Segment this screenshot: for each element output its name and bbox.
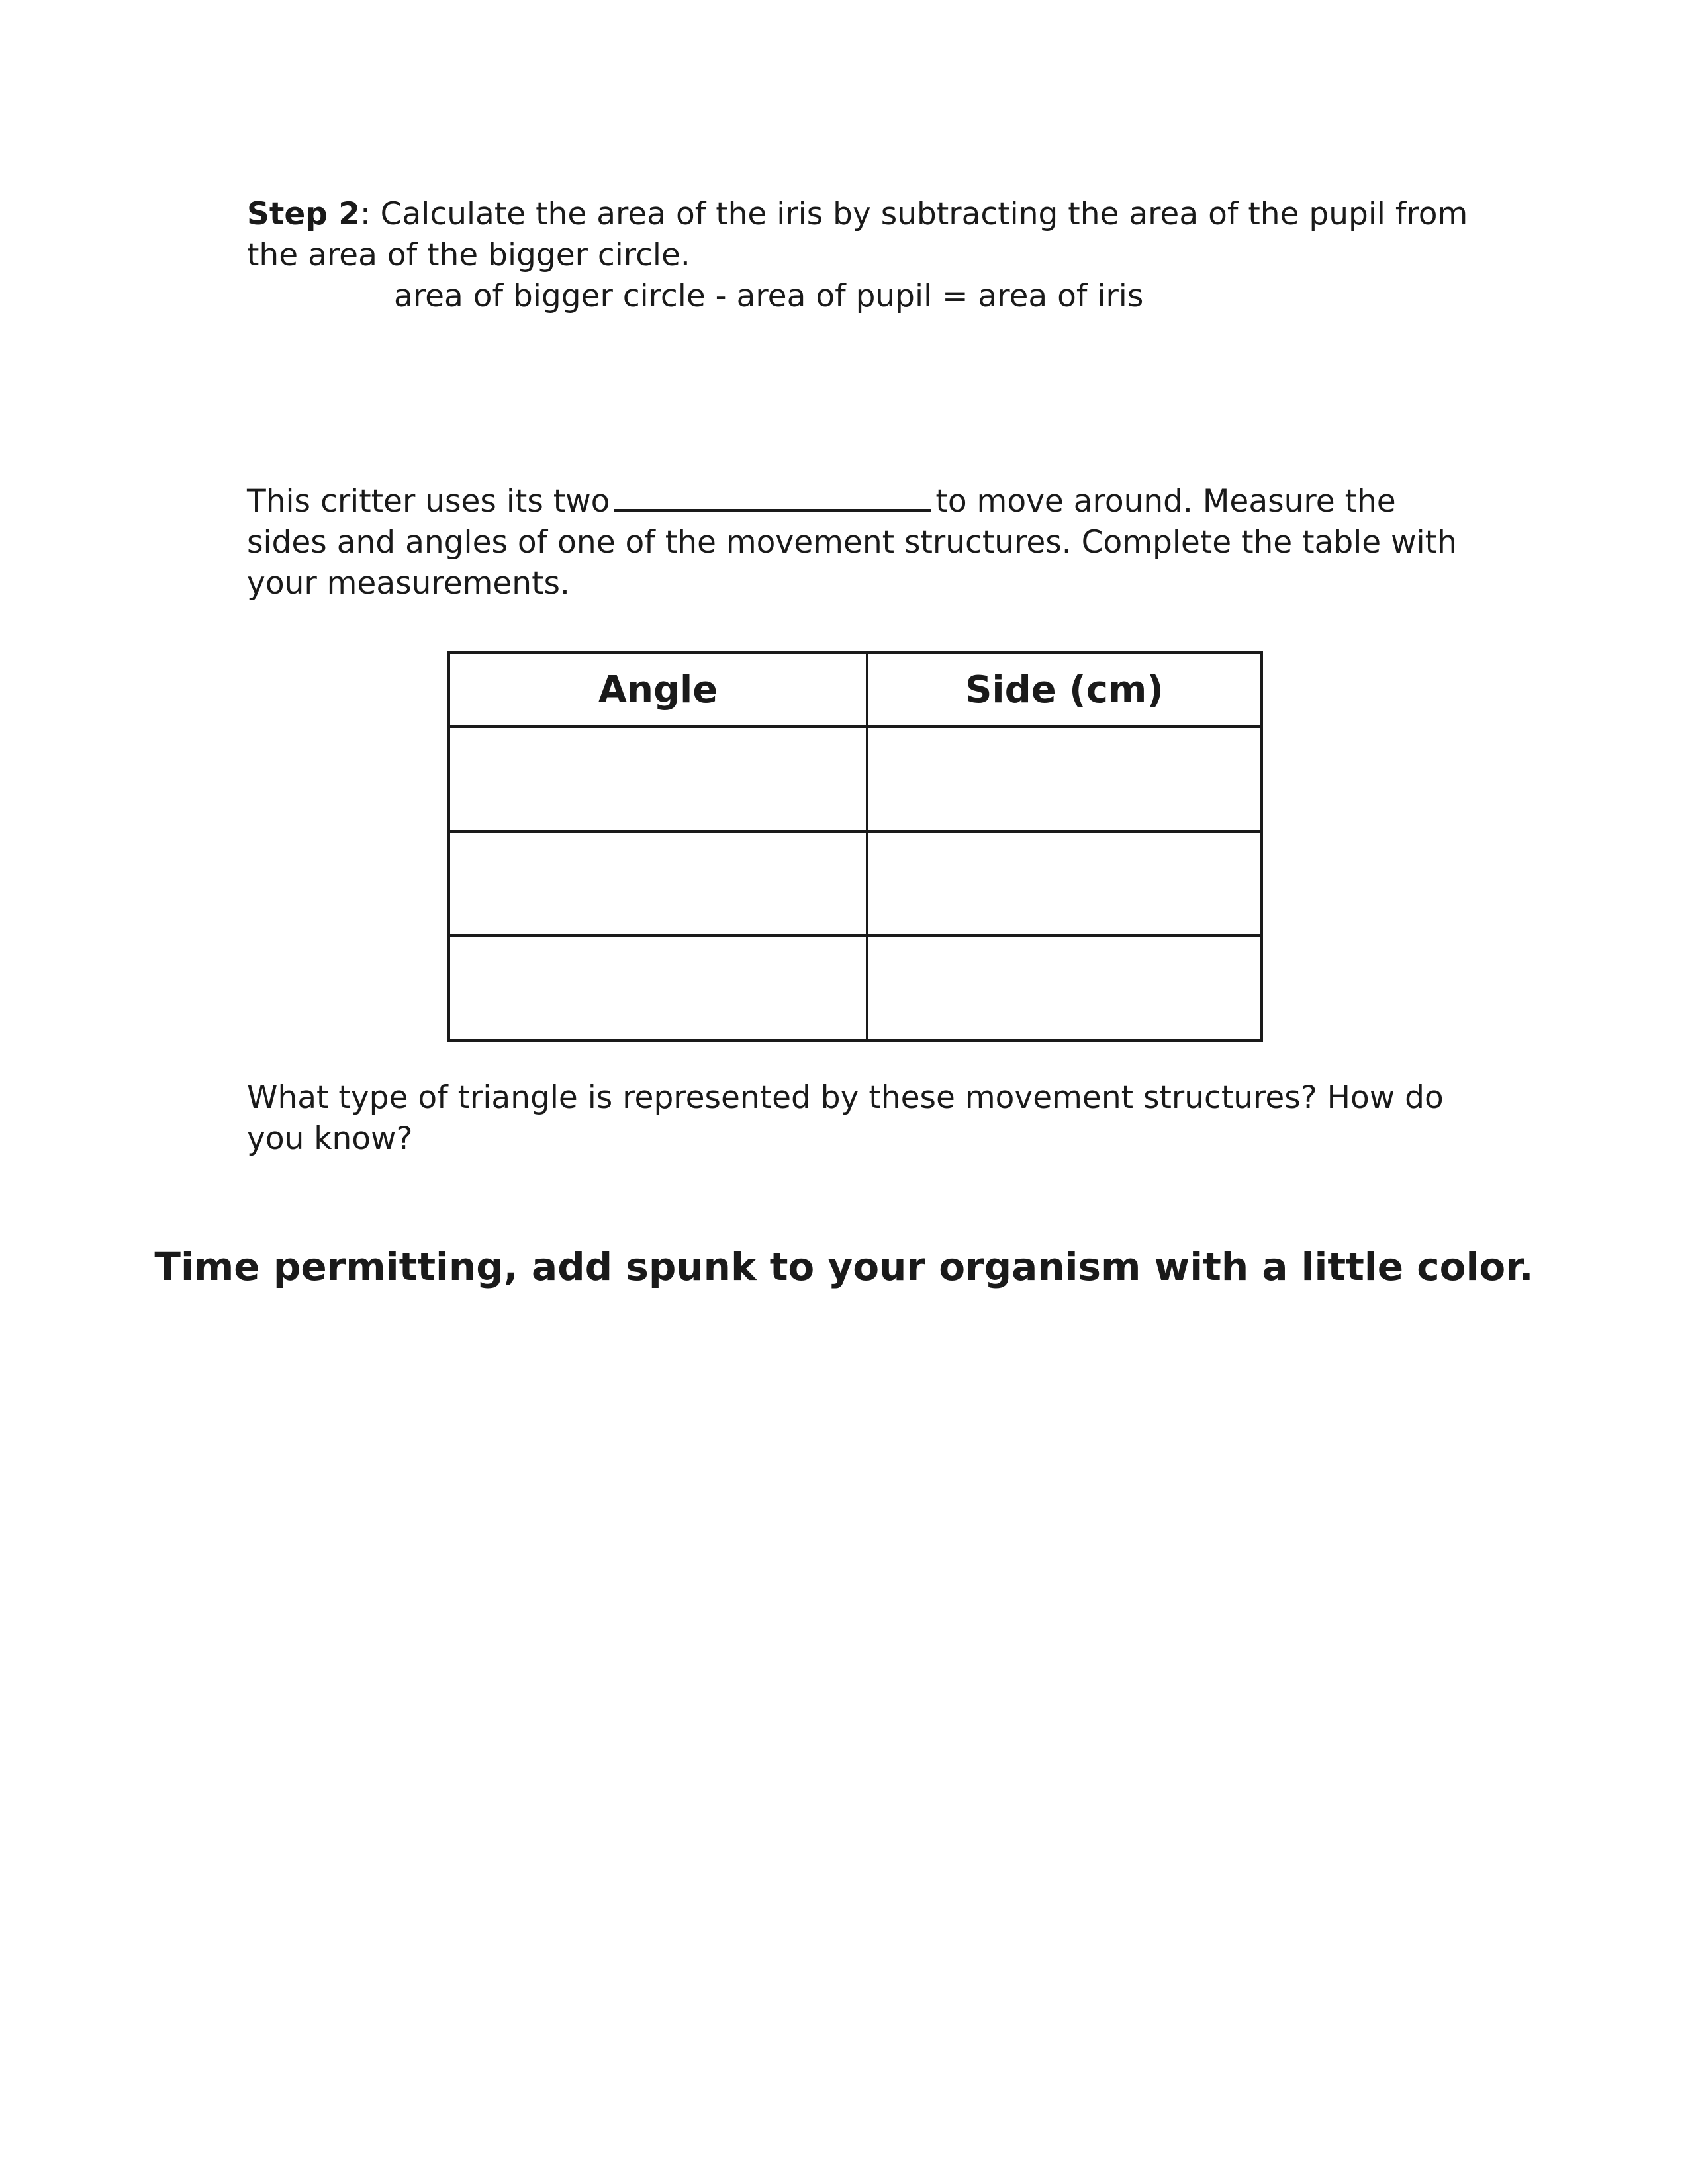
table-row (449, 936, 1262, 1040)
table-row (449, 831, 1262, 936)
critter-text-before: This critter uses its two (247, 483, 610, 520)
closing-instruction: Time permitting, add spunk to your organism with a little color. (154, 1244, 1534, 1289)
critter-line2: sides and angles of one of the movement structures. Complete the table with (247, 524, 1457, 561)
table-row (449, 727, 1262, 831)
critter-line1 (247, 481, 1396, 522)
table-header-row (449, 653, 1262, 727)
header-angle: Angle (449, 653, 867, 727)
side-cell[interactable] (867, 936, 1262, 1040)
angle-cell[interactable] (449, 831, 867, 936)
step2-label: Step 2 (247, 196, 360, 232)
iris-formula: area of bigger circle - area of pupil = area of iris (394, 278, 1144, 314)
critter-line3: your measurements. (247, 565, 570, 602)
question-line2: you know? (247, 1120, 413, 1157)
step2-line1 (247, 194, 1468, 235)
movement-structure-blank[interactable] (614, 482, 931, 512)
critter-text-after: to move around. Measure the (935, 483, 1396, 520)
measurement-table (447, 651, 1263, 1042)
angle-cell[interactable] (449, 727, 867, 831)
side-cell[interactable] (867, 727, 1262, 831)
side-cell[interactable] (867, 831, 1262, 936)
header-side: Side (cm) (867, 653, 1262, 727)
step2-line2: the area of the bigger circle. (247, 237, 690, 273)
angle-cell[interactable] (449, 936, 867, 1040)
step2-text: : Calculate the area of the iris by subtracting the area of the pupil from (359, 196, 1468, 232)
question-line1: What type of triangle is represented by these movement structures? How do (247, 1079, 1444, 1116)
